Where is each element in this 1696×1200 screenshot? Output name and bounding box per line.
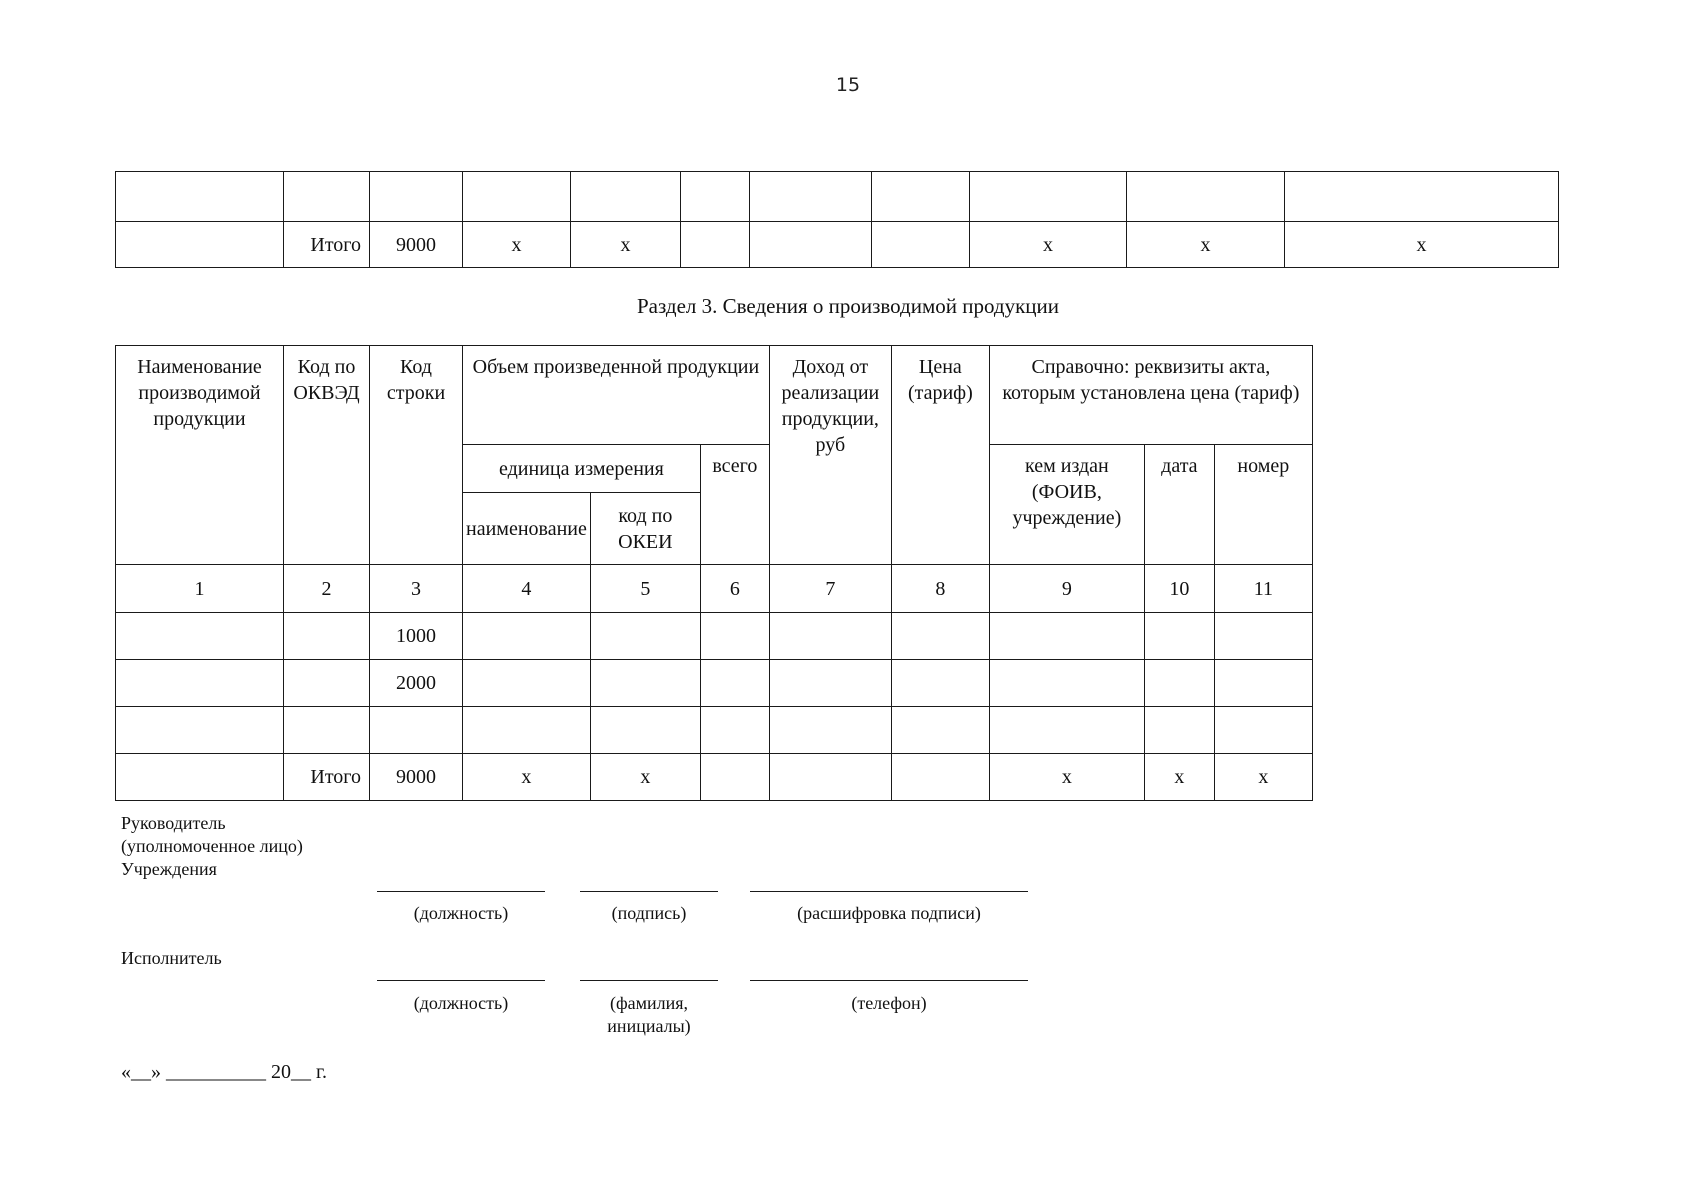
signature-line [580,891,718,892]
header-okved: Код по ОКВЭД [284,346,370,565]
column-number: 6 [700,565,769,613]
header-total: всего [700,445,769,565]
header-name: Наименование производимой продукции [116,346,284,565]
cell-x: х [970,222,1127,268]
previous-section-table [115,171,1559,268]
total-code: 9000 [370,222,463,268]
section-title: Раздел 3. Сведения о производимой продукции [636,294,1059,318]
name-caption-line: (фамилия, [609,993,689,1013]
column-number: 9 [989,565,1144,613]
signature-caption: (подпись) [611,903,687,923]
row-code: 2000 [370,660,463,707]
column-number: 1 [116,565,284,613]
cell-x: х [1127,222,1285,268]
position-line [377,891,545,892]
executor-phone-line [750,980,1028,981]
row-code [370,707,463,754]
head-label-line: Руководитель [121,813,226,833]
name-caption-line: инициалы) [607,1016,691,1036]
row-code: 1000 [370,613,463,660]
total-label: Итого [284,754,370,801]
header-income: Доход от реализации продукции, руб [769,346,891,565]
executor-position-caption: (должность) [413,993,509,1013]
decoding-caption: (расшифровка подписи) [797,903,981,923]
header-unit: единица измерения [463,445,701,493]
cell-x: х [590,754,700,801]
position-caption: (должность) [413,903,509,923]
total-row [116,754,1313,801]
column-number: 3 [370,565,463,613]
header-price: Цена (тариф) [891,346,989,565]
total-label: Итого [284,222,370,268]
total-row [116,222,1559,268]
cell-x: х [1214,754,1312,801]
table-row [116,660,1313,707]
column-number: 5 [590,565,700,613]
phone-caption: (телефон) [851,993,927,1013]
head-label-line: Учреждения [121,859,217,879]
cell-x: х [1285,222,1559,268]
executor-position-line [377,980,545,981]
column-number: 4 [463,565,591,613]
page-number: 15 [835,74,861,96]
header-volume: Объем произведенной продукции [463,346,770,445]
cell-x: х [1144,754,1214,801]
date-line: «__» __________ 20__ г. [121,1061,327,1083]
column-number: 2 [284,565,370,613]
column-number: 7 [769,565,891,613]
cell-x: х [571,222,681,268]
table-row [116,707,1313,754]
header-reference: Справочно: реквизиты акта, которым установлена цена (тариф) [989,346,1312,445]
total-code: 9000 [370,754,463,801]
executor-name-caption [580,992,718,1038]
cell-x: х [463,754,591,801]
cell-x: х [463,222,571,268]
column-number: 8 [891,565,989,613]
executor-label: Исполнитель [121,948,222,968]
header-issuer: кем издан (ФОИВ, учреждение) [989,445,1144,565]
decoding-line [750,891,1028,892]
column-number: 11 [1214,565,1312,613]
header-number: номер [1214,445,1312,565]
cell-x: х [989,754,1144,801]
column-numbers-row [116,565,1313,613]
executor-name-line [580,980,718,981]
production-table [115,345,1313,801]
header-row-code: Код строки [370,346,463,565]
column-number: 10 [1144,565,1214,613]
header-okei: код по ОКЕИ [590,493,700,565]
head-label [121,812,303,881]
head-label-line: (уполномоченное лицо) [121,836,303,856]
header-date: дата [1144,445,1214,565]
header-unit-name: наименование [463,493,591,565]
table-row [116,613,1313,660]
table-row [116,172,1559,222]
